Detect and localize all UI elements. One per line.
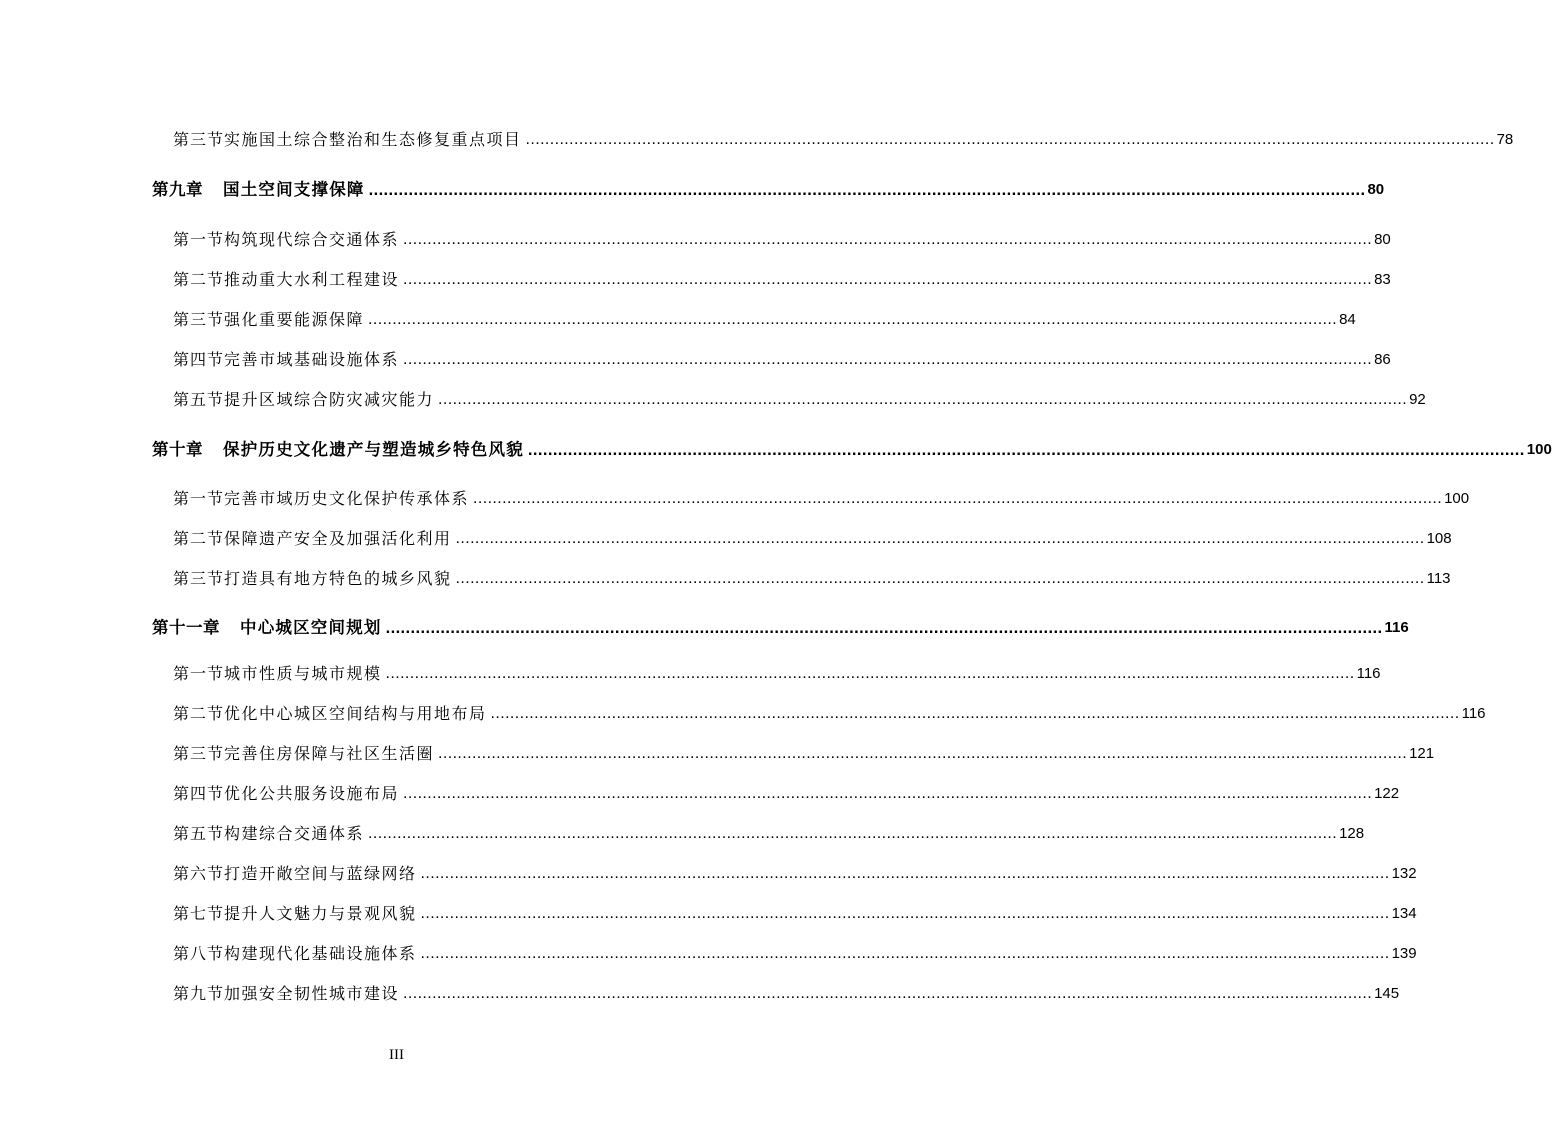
toc-entry-page: 116	[1461, 705, 1486, 722]
toc-entry-title: 构建综合交通体系	[224, 824, 365, 843]
dot-leader: ........................................................................................................................................................................................................	[368, 181, 1366, 199]
toc-entry-page: 134	[1391, 905, 1417, 922]
toc-entry-title: 打造开敞空间与蓝绿网络	[224, 864, 417, 883]
toc-section-entry[interactable]	[173, 660, 1381, 684]
toc-entry-number: 第一节	[173, 664, 225, 683]
toc-section-entry[interactable]	[173, 900, 1417, 924]
toc-entry-page: 116	[1384, 619, 1409, 636]
dot-leader: ........................................................................................................................................................................................................	[525, 131, 1495, 148]
toc-entry-title: 强化重要能源保障	[224, 310, 365, 329]
toc-entry-number: 第二节	[173, 529, 225, 548]
toc-entry-title: 实施国土综合整治和生态修复重点项目	[224, 130, 522, 149]
dot-leader: ........................................................................................................................................................................................................	[455, 530, 1425, 547]
toc-entry-page: 139	[1391, 945, 1417, 962]
toc-entry-page: 145	[1374, 985, 1400, 1002]
toc-section-entry[interactable]	[173, 386, 1426, 410]
toc-entry-number: 第二节	[173, 270, 225, 289]
toc-entry-title: 优化中心城区空间结构与用地布局	[224, 704, 487, 723]
toc-entry-title: 加强安全韧性城市建设	[224, 984, 400, 1003]
toc-entry-page: 100	[1444, 490, 1470, 507]
page-number-footer: III	[389, 1047, 404, 1063]
toc-chapter-entry[interactable]	[152, 176, 1385, 200]
toc-entry-page: 132	[1391, 865, 1417, 882]
toc-section-entry[interactable]	[173, 820, 1365, 844]
dot-leader: ........................................................................................................................................................................................................	[403, 231, 1373, 248]
dot-leader: ........................................................................................................................................................................................................	[385, 665, 1355, 682]
toc-entry-number: 第三节	[173, 569, 225, 588]
toc-entry-number: 第三节	[173, 130, 225, 149]
dot-leader: ........................................................................................................................................................................................................	[403, 985, 1373, 1002]
dot-leader: ........................................................................................................................................................................................................	[438, 391, 1408, 408]
toc-entry-number: 第五节	[173, 824, 225, 843]
toc-section-entry[interactable]	[173, 940, 1417, 964]
dot-leader: ........................................................................................................................................................................................................	[420, 905, 1390, 922]
toc-section-entry[interactable]	[173, 485, 1470, 509]
toc-section-entry[interactable]	[173, 565, 1451, 589]
toc-entry-number: 第五节	[173, 390, 225, 409]
toc-section-entry[interactable]	[173, 740, 1435, 764]
dot-leader: ........................................................................................................................................................................................................	[403, 785, 1373, 802]
toc-section-entry[interactable]	[173, 980, 1400, 1004]
toc-entry-page: 122	[1374, 785, 1400, 802]
toc-section-entry[interactable]	[173, 126, 1514, 150]
toc-entry-title: 打造具有地方特色的城乡风貌	[224, 569, 452, 588]
toc-entry-number: 第一节	[173, 489, 225, 508]
toc-entry-title: 保护历史文化遗产与塑造城乡特色风貌	[223, 440, 524, 459]
toc-entry-title: 推动重大水利工程建设	[224, 270, 400, 289]
dot-leader: ........................................................................................................................................................................................................	[403, 351, 1373, 368]
toc-entry-page: 86	[1374, 351, 1391, 368]
toc-entry-number: 第九章	[152, 180, 203, 199]
toc-section-entry[interactable]	[173, 700, 1486, 724]
toc-entry-page: 121	[1409, 745, 1435, 762]
toc-entry-title: 构建现代化基础设施体系	[224, 944, 417, 963]
dot-leader: ........................................................................................................................................................................................................	[420, 865, 1390, 882]
toc-entry-number: 第三节	[173, 310, 225, 329]
toc-entry-number: 第八节	[173, 944, 225, 963]
dot-leader: ........................................................................................................................................................................................................	[368, 825, 1338, 842]
dot-leader: ........................................................................................................................................................................................................	[438, 745, 1408, 762]
dot-leader: ........................................................................................................................................................................................................	[473, 490, 1443, 507]
dot-leader: ........................................................................................................................................................................................................	[455, 570, 1425, 587]
dot-leader: ........................................................................................................................................................................................................	[403, 271, 1373, 288]
toc-entry-number: 第二节	[173, 704, 225, 723]
toc-entry-number: 第四节	[173, 784, 225, 803]
toc-entry-page: 92	[1409, 391, 1426, 408]
toc-chapter-entry[interactable]	[152, 436, 1552, 460]
toc-section-entry[interactable]	[173, 525, 1452, 549]
toc-entry-page: 80	[1374, 231, 1391, 248]
toc-entry-title: 国土空间支撑保障	[223, 180, 365, 199]
toc-entry-page: 84	[1339, 311, 1356, 328]
toc-chapter-entry[interactable]	[152, 614, 1409, 638]
toc-entry-title: 完善市域历史文化保护传承体系	[224, 489, 470, 508]
dot-leader: ........................................................................................................................................................................................................	[420, 945, 1390, 962]
toc-section-entry[interactable]	[173, 860, 1417, 884]
toc-entry-page: 100	[1526, 441, 1552, 458]
toc-section-entry[interactable]	[173, 266, 1391, 290]
toc-entry-title: 中心城区空间规划	[240, 618, 382, 637]
toc-entry-page: 116	[1356, 665, 1381, 682]
toc-entry-number: 第三节	[173, 744, 225, 763]
toc-section-entry[interactable]	[173, 346, 1391, 370]
toc-entry-title: 提升人文魅力与景观风貌	[224, 904, 417, 923]
toc-entry-title: 城市性质与城市规模	[224, 664, 382, 683]
toc-entry-number: 第九节	[173, 984, 225, 1003]
toc-entry-title: 提升区域综合防灾减灾能力	[224, 390, 435, 409]
toc-entry-title: 优化公共服务设施布局	[224, 784, 400, 803]
toc-entry-number: 第七节	[173, 904, 225, 923]
toc-entry-number: 第一节	[173, 230, 225, 249]
toc-entry-title: 完善住房保障与社区生活圈	[224, 744, 435, 763]
toc-section-entry[interactable]	[173, 780, 1400, 804]
toc-entry-title: 保障遗产安全及加强活化利用	[224, 529, 452, 548]
toc-entry-page: 113	[1426, 570, 1451, 587]
toc-section-entry[interactable]	[173, 306, 1356, 330]
toc-entry-title: 构筑现代综合交通体系	[224, 230, 400, 249]
toc-entry-number: 第十章	[152, 440, 203, 459]
toc-entry-number: 第六节	[173, 864, 225, 883]
toc-entry-number: 第四节	[173, 350, 225, 369]
toc-entry-page: 78	[1496, 131, 1514, 148]
dot-leader: ........................................................................................................................................................................................................	[385, 619, 1383, 637]
dot-leader: ........................................................................................................................................................................................................	[368, 311, 1338, 328]
dot-leader: ........................................................................................................................................................................................................	[490, 705, 1460, 722]
toc-entry-page: 80	[1367, 181, 1385, 198]
toc-section-entry[interactable]	[173, 226, 1391, 250]
toc-entry-page: 83	[1374, 271, 1391, 288]
toc-entry-page: 128	[1339, 825, 1365, 842]
dot-leader: ........................................................................................................................................................................................................	[527, 441, 1525, 459]
toc-entry-title: 完善市域基础设施体系	[224, 350, 400, 369]
toc-entry-number: 第十一章	[152, 618, 220, 637]
toc-entry-page: 108	[1426, 530, 1452, 547]
